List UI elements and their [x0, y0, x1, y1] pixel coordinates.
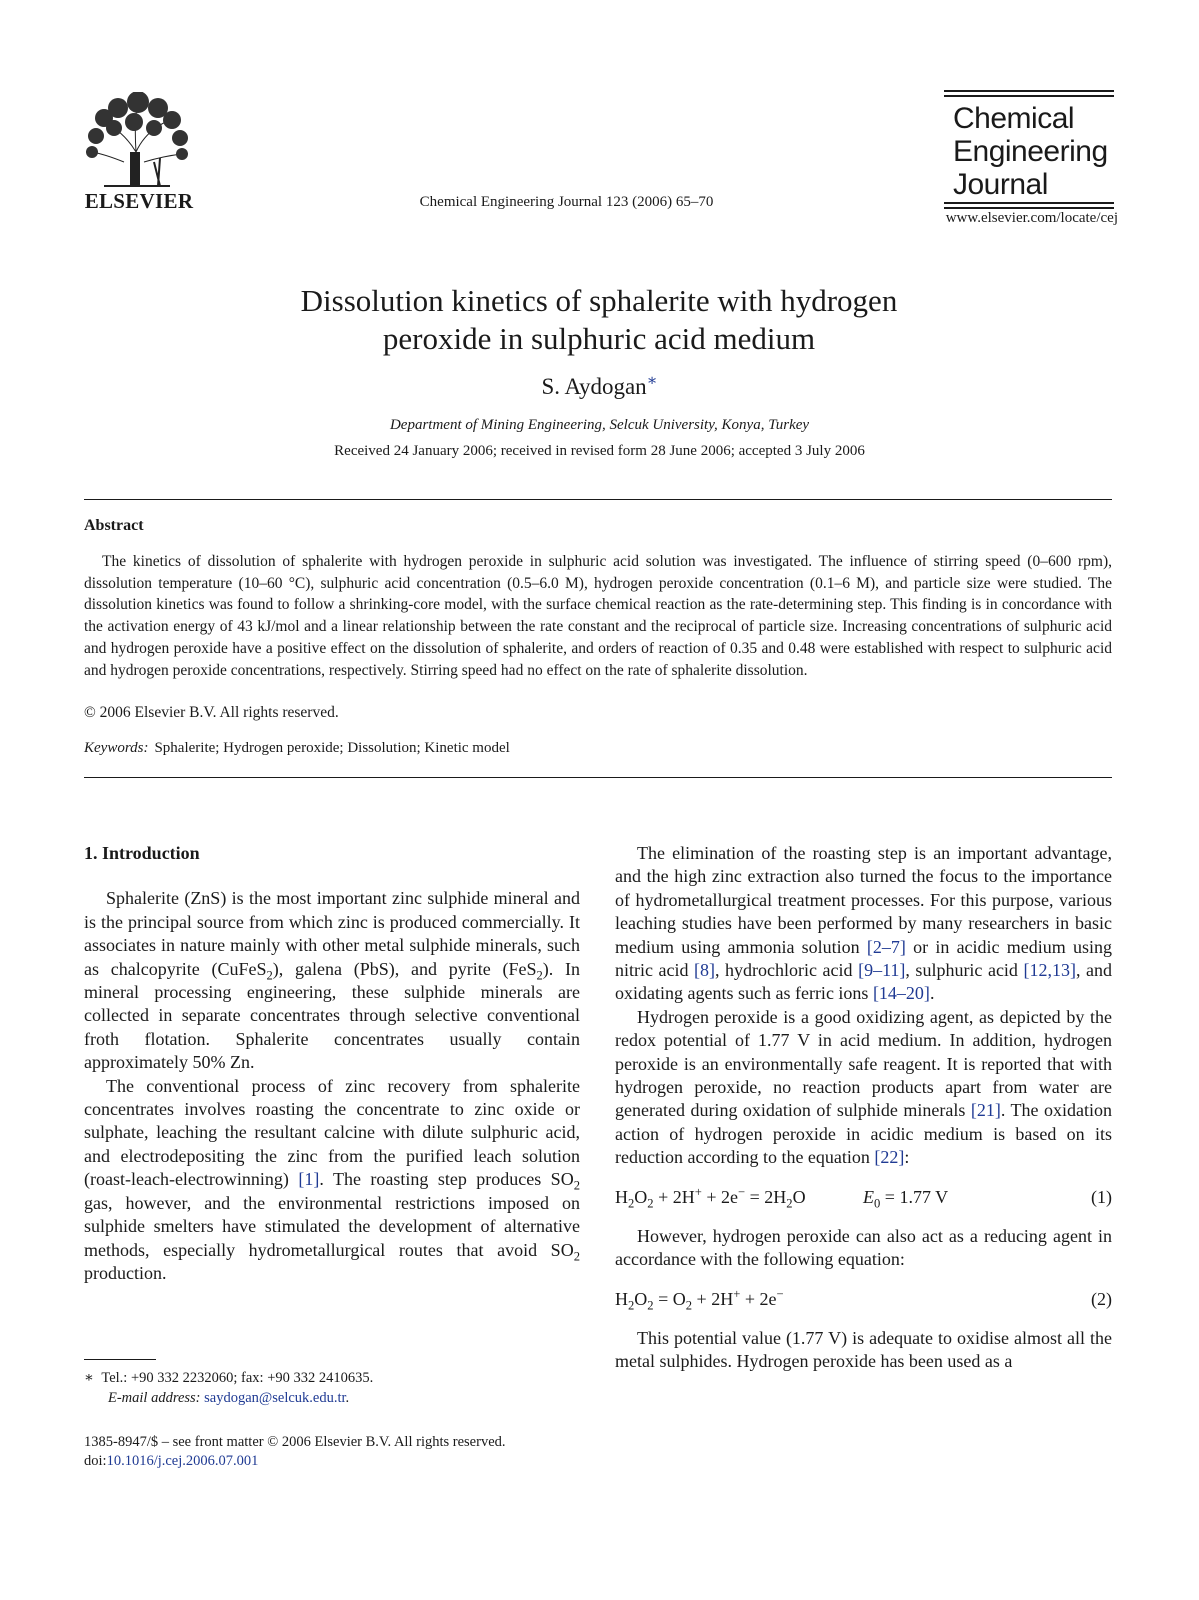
keywords-list: Sphalerite; Hydrogen peroxide; Dissolution; Kinetic model: [154, 740, 510, 756]
doi-link[interactable]: 10.1016/j.cej.2006.07.001: [106, 1453, 259, 1469]
citation-link[interactable]: [2–7]: [866, 936, 906, 957]
equation-1-potential: $E_0 = 1.77$ V: [863, 1186, 949, 1211]
publisher-name: ELSEVIER: [84, 189, 194, 213]
abstract-copyright: © 2006 Elsevier B.V. All rights reserved.: [84, 704, 339, 721]
keywords-label: Keywords:: [84, 740, 149, 756]
citation-link[interactable]: [1]: [298, 1169, 320, 1190]
affiliation: Department of Mining Engineering, Selcuk University, Konya, Turkey: [389, 417, 810, 433]
citation-link[interactable]: [12,13]: [1023, 960, 1076, 981]
equation-2-number: (2): [1091, 1288, 1112, 1309]
right-column: [615, 842, 1112, 1373]
journal-url[interactable]: www.elsevier.com/locate/cej: [945, 210, 1118, 226]
citation-link[interactable]: [22]: [874, 1147, 905, 1168]
equation-1: [615, 1186, 1112, 1209]
citation-link[interactable]: [8]: [694, 960, 716, 981]
intro-paragraph-4: Hydrogen peroxide is a good oxidizing agent, as depicted by the redox potential of 1.77 V in acid medium. In addition, hydrogen peroxide is an environmentally safe reagent. It is reported that with hydrogen peroxide, no reaction products apart from water are generated during oxidation of sulphide minerals [21]. The oxidation action of hydrogen peroxide in acidic medium is based on its reduction according to the equation [22]:: [615, 1006, 1112, 1168]
journal-logo-line-3: Journal: [953, 168, 1048, 201]
intro-paragraph-6: This potential value (1.77 V) is adequate to oxidise almost all the metal sulphides. Hydrogen peroxide has been used as a: [615, 1327, 1112, 1371]
received-dates: Received 24 January 2006; received in revised form 28 June 2006; accepted 3 July 2006: [334, 443, 865, 459]
intro-paragraph-3: The elimination of the roasting step is an important advantage, and the high zinc extraction also turned the focus to the importance of hydrometallurgical treatment processes. For this purpose, various leaching studies have been performed by many researchers in basic medium using ammonia solution [2–7] or in acidic medium using nitric acid [8], hydrochloric acid [9–11], sulphuric acid [12,13], and oxidating agents such as ferric ions [14–20].: [615, 843, 1112, 1004]
front-matter: [84, 1433, 506, 1471]
keywords-line: [84, 740, 510, 757]
citation-link[interactable]: [14–20]: [872, 983, 930, 1004]
journal-logo-title: [953, 102, 1113, 201]
journal-logo-line-2: Engineering: [953, 135, 1108, 168]
intro-paragraph-2: The conventional process of zinc recovery from sphalerite concentrates involves roasting the concentrate to zinc oxide or sulphate, leaching the resultant calcine with dilute sulphuric acid, and electrodepositing the zinc from the purified leach solution (roast-leach-electrowinning) [1]. The roasting step produces $SO_2$ gas, however, and the environmental restrictions imposed on sulphide smelters have stimulated the development of alternative methods, especially hydrometallurgical routes that avoid $SO_2$ production.: [84, 1075, 580, 1283]
abstract-body: The kinetics of dissolution of sphalerite with hydrogen peroxide in sulphuric acid solution was investigated. The influence of stirring speed (0–600 rpm), dissolution temperature (10–60 °C), sulphuric acid concentration (0.5–6.0 M), hydrogen peroxide concentration (0.1–6 M), and particle size were studied. The dissolution kinetics was found to follow a shrinking-core model, with the surface chemical reaction as the rate-determining step. This finding is in concordance with the activation energy of 43 kJ/mol and a linear relationship between the rate constant and the reciprocal of particle size. Increasing concentrations of sulphuric acid and hydrogen peroxide have a positive effect on the dissolution of sphalerite, and orders of reaction of 0.35 and 0.48 were established with respect to sulphuric acid and hydrogen peroxide concentrations, respectively. Stirring speed had no effect on the rate of sphalerite dissolution.: [84, 553, 1112, 679]
intro-paragraph-1: Sphalerite (ZnS) is the most important zinc sulphide mineral and is the principal source from which zinc is produced commercially. It associates in nature mainly with other metal sulphide minerals, such as chalcopyrite (CuFeS$_2$), galena (PbS), and pyrite (FeS$_2$). In mineral processing engineering, these sulphide minerals are collected in separate concentrates through selective conventional froth flotation. Sphalerite concentrates usually contain approximately 50% Zn.: [84, 888, 581, 1073]
paper-title-line-1: Dissolution kinetics of sphalerite with hydrogen: [300, 283, 898, 318]
equation-1-formula: $H_2O_2 + 2H^+ + 2e^- = 2H_2O$: [615, 1184, 806, 1211]
author-footnote: [84, 1368, 373, 1408]
journal-citation: Chemical Engineering Journal 123 (2006) 65–70: [419, 194, 714, 210]
citation-link[interactable]: [21]: [970, 1100, 1001, 1121]
section-heading: 1. Introduction: [84, 843, 200, 863]
abstract-heading: Abstract: [84, 517, 144, 534]
paper-title-line-2: peroxide in sulphuric acid medium: [382, 321, 816, 356]
author-footnote-link[interactable]: ∗: [646, 372, 658, 390]
journal-logo-line-1: Chemical: [953, 102, 1075, 135]
intro-paragraph-5: However, hydrogen peroxide can also act as a reducing agent in accordance with the following equation:: [615, 1225, 1112, 1270]
author-line: [0, 374, 1199, 400]
divider-top: [84, 499, 1112, 500]
equation-2-formula: $H_2O_2 = O_2 + 2H^+ + 2e^-$: [615, 1286, 784, 1313]
email-link[interactable]: saydogan@selcuk.edu.tr: [204, 1390, 346, 1406]
citation-link[interactable]: [9–11]: [858, 960, 906, 981]
doi-line: doi:10.1016/j.cej.2006.07.001: [84, 1453, 259, 1469]
footnote-contact: ∗ Tel.: +90 332 2232060; fax: +90 332 2410635.: [84, 1370, 374, 1386]
issn-line: 1385-8947/$ – see front matter © 2006 Elsevier B.V. All rights reserved.: [84, 1434, 506, 1450]
footnote-divider: [84, 1359, 156, 1360]
equation-2: [615, 1288, 1112, 1311]
divider-bottom: [84, 777, 1112, 778]
author-name: S. Aydogan: [541, 374, 647, 399]
paper-title: [200, 282, 998, 358]
footnote-email: E-mail address: saydogan@selcuk.edu.tr.: [108, 1390, 350, 1406]
journal-logo: [944, 90, 1114, 210]
equation-1-number: (1): [1091, 1186, 1112, 1207]
left-column: [84, 842, 580, 1285]
